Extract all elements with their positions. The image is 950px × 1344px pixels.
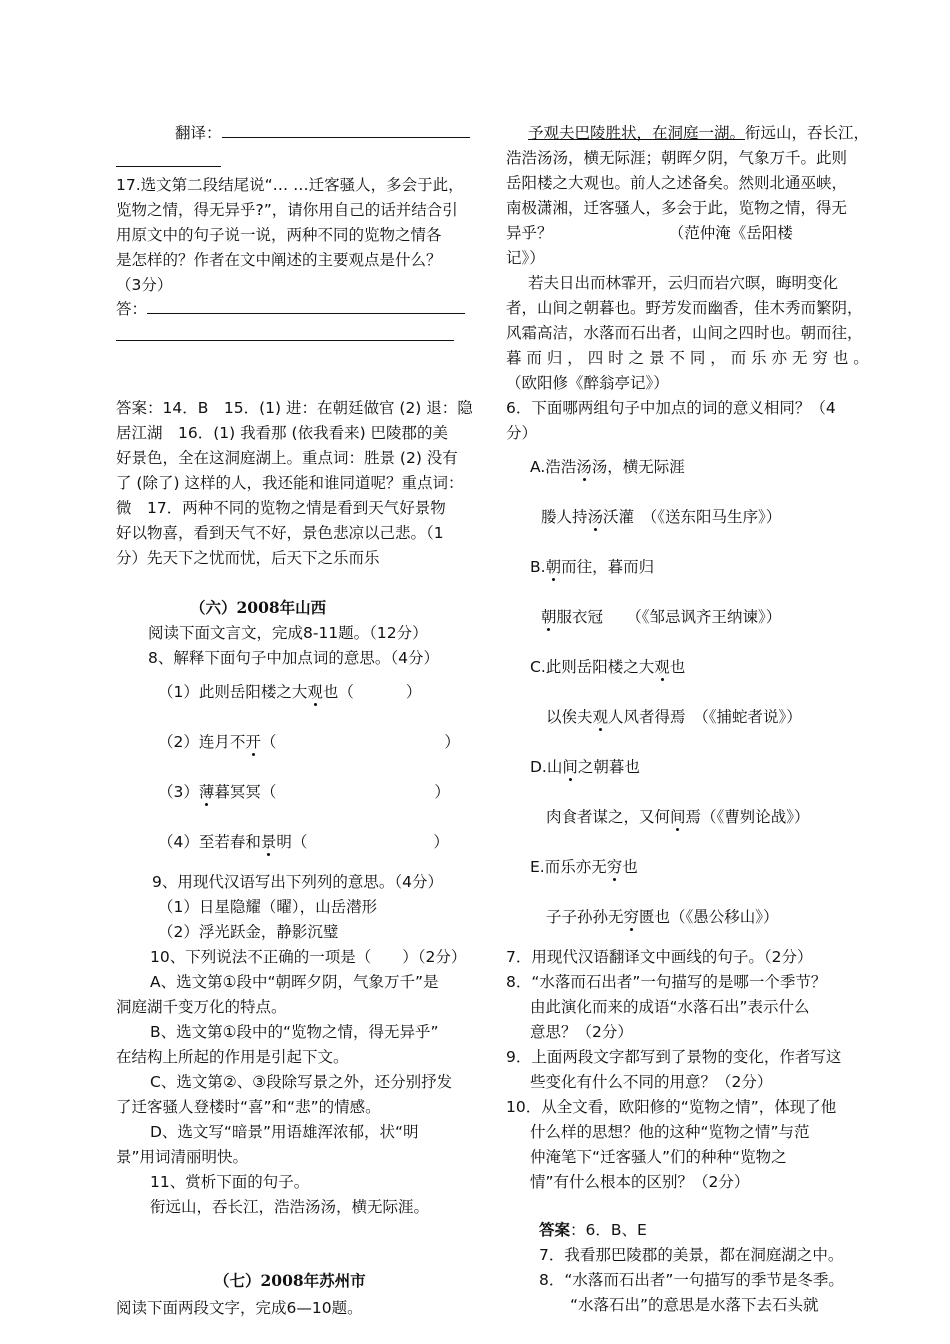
q6-option: C.此则岳阳楼之大观也: [530, 658, 686, 676]
question-8: 8、解释下面句子中加点词的意思。（4分）: [148, 649, 439, 667]
question-7: 7．用现代汉语翻译文中画线的句子。（2分）: [506, 948, 813, 966]
q8-item: （1）此则岳阳楼之大观也（ ）: [158, 683, 422, 701]
q6-option: E.而乐亦无穷也: [530, 858, 638, 876]
translate-blank-cont: [116, 166, 221, 167]
q8-item: （2）连月不开（ ）: [158, 733, 460, 751]
q6-option: 朝服衣冠 （《邹忌讽齐王纳谏》）: [541, 608, 782, 626]
section-6-intro: 阅读下面文言文，完成8-11题。（12分）: [148, 624, 428, 642]
q8-item: （3）薄暮冥冥（ ）: [158, 783, 450, 801]
question-10: 10、下列说法不正确的一项是（ ）（2分）: [150, 948, 467, 966]
section-7-intro: 阅读下面两段文字，完成6—10题。: [116, 1299, 363, 1317]
underlined-sentence: 予观夫巴陵胜状，在洞庭一湖。: [528, 124, 746, 142]
q9-item: （2）浮光跃金，静影沉璧: [158, 923, 339, 941]
question-6: 6．下面哪两组句子中加点的词的意义相同？（4: [506, 399, 836, 417]
answer-blank: [147, 299, 465, 314]
q6-option: D.山间之朝暮也: [530, 758, 640, 776]
question-11: 11、赏析下面的句子。: [150, 1173, 310, 1191]
answer-heading: 答案: [539, 1221, 571, 1239]
q6-option: 媵人持汤沃灌 （《送东阳马生序》）: [541, 508, 782, 526]
q9-item: （1）日星隐耀（曜），山岳潜形: [158, 898, 378, 916]
translate-line: 翻译：: [175, 122, 470, 144]
section-7-title: （七）2008年苏州市: [214, 1271, 366, 1290]
section-6-title: （六）2008年山西: [190, 598, 327, 617]
answer-line: 答：: [116, 298, 465, 320]
question-9: 9、用现代汉语写出下列列的意思。（4分）: [152, 873, 443, 891]
q6-option: 以俟夫观人风者得焉 （《捕蛇者说》）: [546, 708, 802, 726]
q6-option: B.朝而往，暮而归: [530, 558, 655, 576]
answer-blank-cont: [116, 340, 454, 341]
q6-option: 子子孙孙无穷匮也（《愚公移山》）: [546, 908, 779, 926]
q8-item: （4）至若春和景明（ ）: [158, 833, 449, 851]
q6-option: 肉食者谋之，又何间焉（《曹刿论战》）: [546, 808, 810, 826]
q6-option: A.浩浩汤汤，横无际涯: [530, 458, 685, 476]
q11-sentence: 衔远山，吞长江，浩浩汤汤，横无际涯。: [150, 1198, 430, 1216]
translate-blank: [222, 123, 470, 138]
